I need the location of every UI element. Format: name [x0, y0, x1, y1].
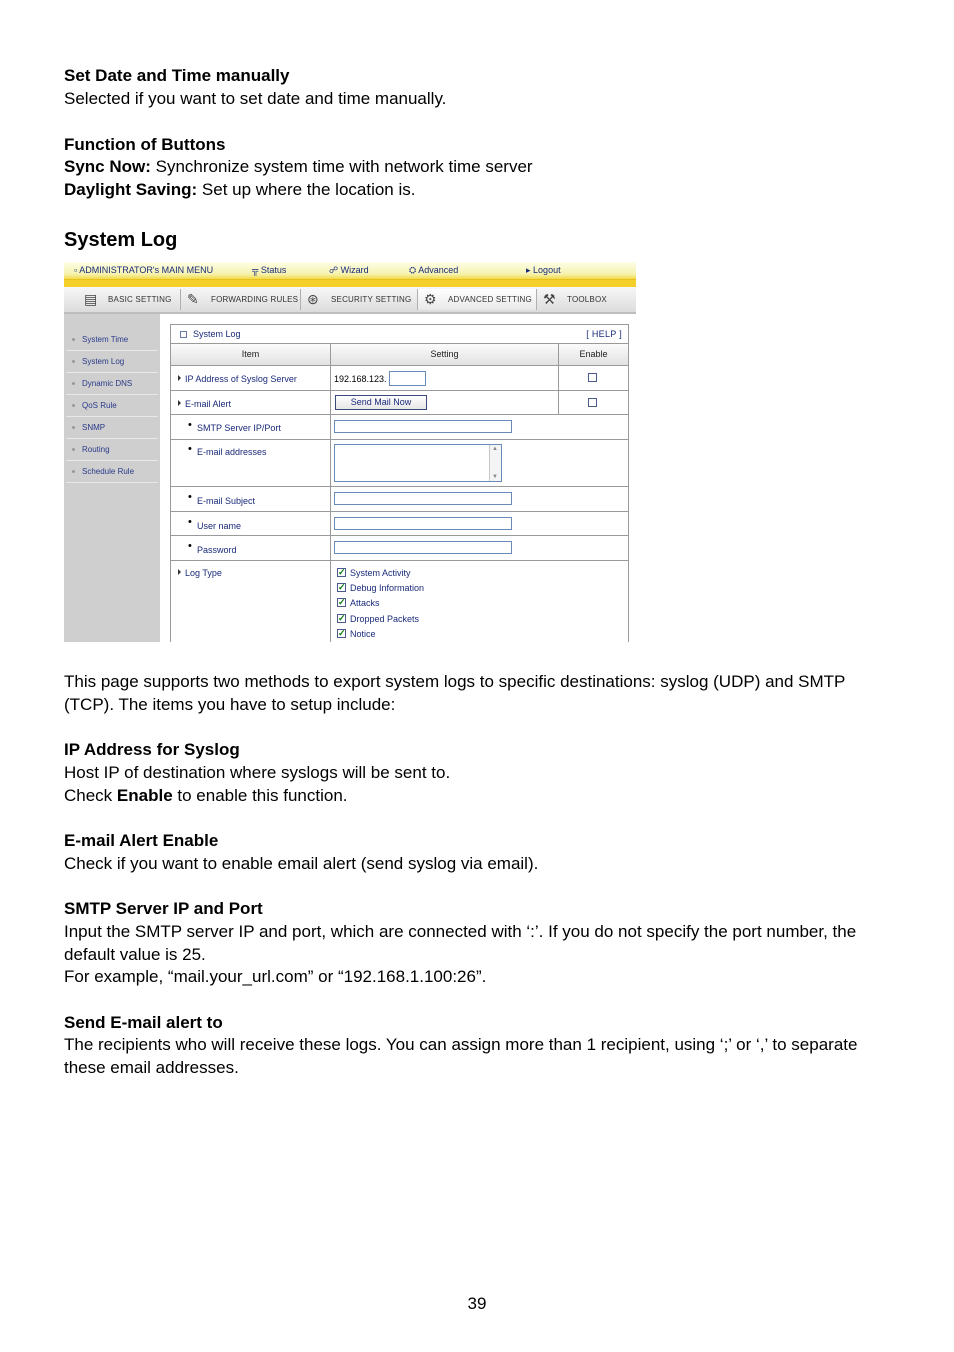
- checkbox-checked-icon: ✓: [338, 582, 346, 592]
- sync-now-description: Sync Now: Synchronize system time with network time server: [64, 157, 533, 176]
- sidebar-item-dynamic-dns[interactable]: Dynamic DNS: [66, 374, 158, 395]
- tab-security-setting[interactable]: ⊛ SECURITY SETTING: [301, 289, 418, 310]
- col-setting-header: Setting: [430, 349, 459, 359]
- ip-heading: IP Address for Syslog: [64, 740, 240, 759]
- email-subject-row: • E-mail Subject: [171, 487, 628, 512]
- col-item-header: Item: [241, 349, 260, 359]
- top-menu-bar: [64, 262, 636, 280]
- panel-title: System Log: [193, 329, 241, 339]
- sidebar: [64, 314, 160, 642]
- arrow-icon: [178, 400, 181, 406]
- panel-square-icon: [180, 331, 187, 338]
- syslog-enable-checkbox[interactable]: [588, 373, 597, 382]
- smtp-heading: SMTP Server IP and Port: [64, 899, 263, 918]
- yellow-strip: [64, 280, 636, 287]
- email-subject-input[interactable]: [334, 492, 512, 505]
- syslog-ip-input[interactable]: [389, 371, 426, 386]
- sidebar-item-snmp[interactable]: SNMP: [66, 418, 158, 439]
- ip-text-2: Check Enable to enable this function.: [64, 786, 348, 805]
- email-alert-row: [171, 391, 628, 415]
- advanced-setting-icon: ⚙: [424, 291, 437, 307]
- log-type-row: [171, 561, 628, 642]
- syslog-ip-row: [171, 366, 628, 391]
- email-subject-label: E-mail Subject: [197, 496, 256, 506]
- tab-forwarding-rules[interactable]: ✎ FORWARDING RULES: [181, 289, 301, 310]
- toolbox-icon: ⚒: [543, 291, 556, 307]
- checkbox-checked-icon: ✓: [338, 628, 346, 638]
- send-mail-now-button[interactable]: Send Mail Now: [335, 395, 427, 410]
- set-date-text: Selected if you want to set date and time manually.: [64, 89, 447, 108]
- main-menu-link[interactable]: ▫ ADMINISTRATOR's MAIN MENU: [74, 265, 214, 275]
- smtp-row: • SMTP Server IP/Port: [171, 415, 628, 440]
- arrow-icon: [178, 569, 181, 575]
- sidebar-item-routing[interactable]: Routing: [66, 440, 158, 461]
- log-type-label: Log Type: [185, 568, 222, 578]
- basic-setting-icon: ▤: [84, 291, 98, 307]
- panel-header: [171, 325, 628, 344]
- email-heading: E-mail Alert Enable: [64, 831, 219, 850]
- page-number: 39: [467, 1294, 487, 1313]
- sidebar-item-qos-rule[interactable]: QoS Rule: [66, 396, 158, 417]
- col-enable-header: Enable: [579, 349, 608, 359]
- logout-arrow-icon: ▸: [526, 265, 531, 275]
- email-text: Check if you want to enable email alert (send syslog via email).: [64, 854, 539, 873]
- tab-toolbox[interactable]: ⚒ TOOLBOX: [543, 291, 607, 307]
- advanced-link[interactable]: ⛭ Advanced: [409, 265, 459, 275]
- daylight-saving-description: Daylight Saving: Set up where the location is.: [64, 180, 416, 199]
- password-row: • Password: [171, 536, 628, 561]
- sidebar-item-system-log[interactable]: System Log: [66, 352, 158, 373]
- log-type-options: ✓ System Activity ✓ Debug Information ✓ Attacks ✓ Dropped Packets ✓ Notice: [338, 567, 425, 639]
- syslog-ip-label: IP Address of Syslog Server: [185, 374, 297, 384]
- system-log-panel: [170, 324, 629, 642]
- help-link[interactable]: [ HELP ]: [586, 329, 622, 339]
- send-text: The recipients who will receive these logs. You can assign more than 1 recipient, using ‘;’ or ‘,’ to separate these email addresses.: [64, 1035, 858, 1077]
- logout-link[interactable]: ▸ Logout: [526, 265, 561, 275]
- status-link[interactable]: ╦ Status: [252, 265, 287, 275]
- set-date-heading: Set Date and Time manually: [64, 66, 290, 85]
- forwarding-rules-icon: ✎: [187, 291, 199, 307]
- send-heading: Send E-mail alert to: [64, 1013, 223, 1032]
- status-icon: ╦: [252, 265, 259, 275]
- security-setting-icon: ⊛: [307, 291, 319, 307]
- tab-advanced-setting[interactable]: ⚙ ADVANCED SETTING: [418, 289, 537, 310]
- email-alert-enable-checkbox[interactable]: [588, 398, 597, 407]
- password-input[interactable]: [334, 541, 512, 554]
- username-input[interactable]: [334, 517, 512, 530]
- intro-text: This page supports two methods to export system logs to specific destinations: syslog (UDP) and SMTP (TCP). The items you have to setup include:: [64, 672, 846, 714]
- sidebar-item-schedule-rule[interactable]: Schedule Rule: [66, 462, 158, 483]
- ip-prefix: 192.168.123.: [334, 374, 387, 384]
- email-addresses-row: • E-mail addresses ▲ ▼: [171, 440, 628, 487]
- advanced-icon: ⛭: [409, 265, 417, 275]
- textarea-scrollbar[interactable]: ▲ ▼: [489, 445, 501, 481]
- email-alert-label: E-mail Alert: [185, 399, 232, 409]
- section-title: System Log: [64, 229, 178, 251]
- wizard-icon: ☍: [329, 265, 339, 275]
- email-addresses-label: E-mail addresses: [197, 447, 267, 457]
- username-label: User name: [197, 521, 242, 531]
- smtp-server-input[interactable]: [334, 420, 512, 433]
- password-label: Password: [197, 545, 237, 555]
- ip-text-1: Host IP of destination where syslogs will be sent to.: [64, 763, 451, 782]
- email-addresses-textarea[interactable]: [334, 444, 502, 482]
- sidebar-item-system-time[interactable]: System Time: [66, 330, 158, 351]
- table-header-row: [171, 344, 628, 366]
- smtp-example: For example, “mail.your_url.com” or “192.168.1.100:26”.: [64, 967, 487, 986]
- checkbox-checked-icon: ✓: [338, 613, 346, 623]
- wizard-link[interactable]: ☍ Wizard: [329, 265, 369, 275]
- smtp-text: Input the SMTP server IP and port, which are connected with ‘:’. If you do not specify the port number, the default value is 25.: [64, 922, 857, 964]
- function-heading: Function of Buttons: [64, 135, 226, 154]
- main-tabs: [64, 287, 636, 314]
- router-screenshot: [64, 262, 636, 642]
- smtp-label: SMTP Server IP/Port: [197, 423, 281, 433]
- tab-basic-setting[interactable]: ▤ BASIC SETTING: [78, 289, 181, 310]
- arrow-icon: [178, 375, 181, 381]
- checkbox-checked-icon: ✓: [338, 597, 346, 607]
- checkbox-checked-icon: ✓: [338, 567, 346, 577]
- username-row: • User name: [171, 512, 628, 536]
